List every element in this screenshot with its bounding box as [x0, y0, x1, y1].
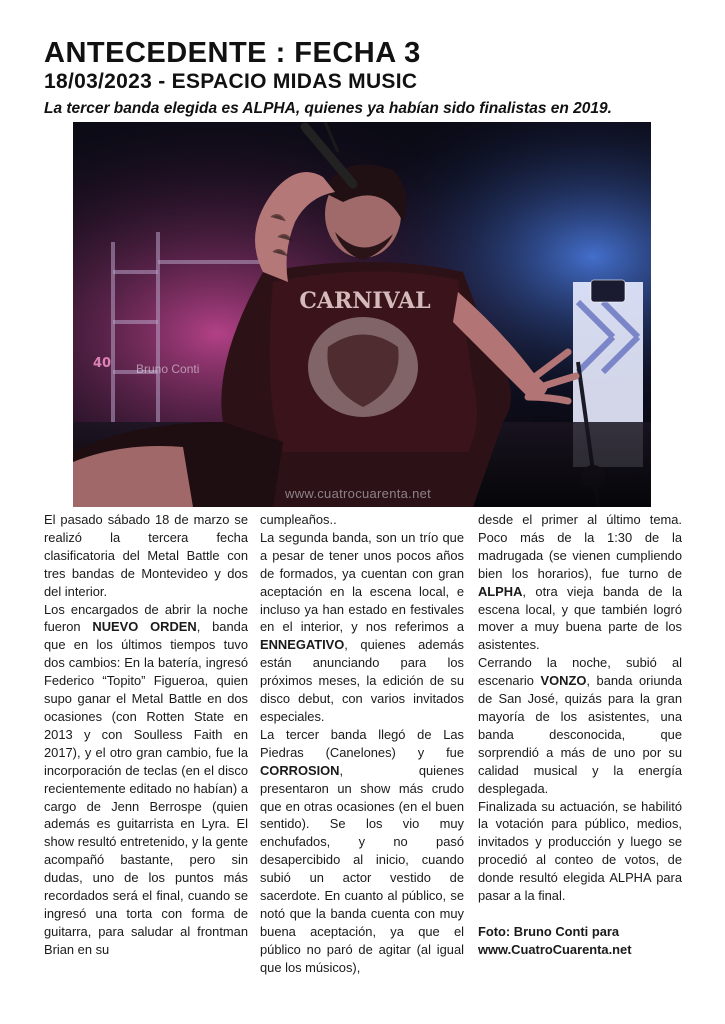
shirt-print-text: CARNIVAL — [299, 288, 431, 314]
text-run: , banda oriunda de San José, quizás para la gran mayoría de los asistentes, una banda desconocida, que sorprendió a más de uno por su calidad musical y la energía desplegada. — [478, 673, 683, 796]
band-name-ennegativo: ENNEGATIVO — [260, 637, 345, 653]
paragraph — [478, 654, 682, 797]
intro-line: La tercer banda elegida es ALPHA, quienes ya habían sido finalistas en 2019. — [44, 100, 612, 117]
photo-credit — [478, 923, 682, 959]
text-run: , quienes además están anunciando para los próximos meses, la edición de su disco debut, con varios invitados especiales. — [260, 637, 464, 724]
credit-website: www.CuatroCuarenta.net — [478, 941, 632, 957]
text-run: La segunda banda, son un trío que a pesar de tener unos pocos años de formados, ya cuentan con gran aceptación en la escena local, e incluso ya han estado en festivales en el interior, y nos referimos a — [260, 529, 464, 635]
concert-photo — [73, 122, 651, 507]
paragraph — [44, 601, 248, 959]
article-column-1 — [44, 511, 248, 959]
paragraph: cumpleaños.. — [260, 512, 337, 527]
paragraph: El pasado sábado 18 de marzo se realizó la tercera fecha clasificatoria del Metal Battle con tres bandas de Montevideo y dos del interior. — [44, 512, 248, 599]
photo-photographer-tag: Bruno Conti — [136, 362, 200, 376]
band-name-nuevo-orden: NUEVO ORDEN — [92, 619, 197, 635]
paragraph — [260, 726, 464, 977]
event-subtitle: 18/03/2023 - ESPACIO MIDAS MUSIC — [44, 70, 418, 93]
paragraph — [260, 529, 464, 726]
band-name-corrosion: CORROSION — [260, 762, 340, 778]
text-run: La tercer banda llegó de Las Piedras (Canelones) y fue — [260, 726, 464, 760]
paragraph — [478, 511, 682, 654]
band-name-alpha: ALPHA — [478, 583, 523, 599]
band-name-vonzo: VONZO — [540, 673, 587, 689]
text-run: , quienes presentaron un show más crudo que en otras ocasiones (en el buen sentido). Se los vio muy enchufados, y no pasó desapercibido al inicio, cuando subió un actor vestido de sacerdote. En cuanto al público, se notó que la banda cuenta con muy buena aceptación, ya que el público no paró de agitar (al igual que los músicos), — [260, 762, 464, 975]
article-body — [44, 511, 684, 981]
text-run: Los encargados de abrir la noche fueron — [44, 601, 248, 635]
page-title: ANTECEDENTE : FECHA 3 — [44, 37, 421, 69]
article-column-3 — [478, 511, 682, 959]
credit-line: Foto: Bruno Conti para — [478, 923, 620, 939]
text-run: desde el primer al último tema. Poco más de la 1:30 de la madrugada (se vienen cumpliendo bien los horarios), fue turno de — [478, 512, 682, 581]
paragraph: Finalizada su actuación, se habilitó la votación para público, medios, invitados y producción y luego se procedió al conteo de votos, de donde resultó elegida ALPHA para pasar a la final. — [478, 798, 682, 904]
text-run: , otra vieja banda de la escena local, y que también logró mover a muy buena parte de los asistentes. — [478, 583, 682, 653]
photo-watermark: www.cuatrocuarenta.net — [285, 486, 432, 501]
text-run: Cerrando la noche, subió al escenario — [478, 655, 682, 689]
article-column-2 — [260, 511, 464, 977]
concert-photo-illustration — [73, 122, 651, 507]
text-run: , banda que en los últimos tiempos tuvo dos cambios: En la batería, ingresó Federico “Topito” Figueroa, quien supo ganar el Metal Battle en dos ocasiones (con Rotten State en 2013 y con Soulless Faith en 2017), y el otro gran cambio, fue la incorporación de teclas (en el disco recientemente editado no habían) a cargo de Jenn Berrospe (quien además es guitarrista en Lyra. El show resultó entretenido, y la gente acompañó bastante, pero sin dudas, uno de los puntos más recordados será el final, cuando se ingresó una torta con forma de guitarra, para saludar al frontman Brian en su — [44, 619, 248, 957]
stage-sign-text: 40 — [93, 356, 112, 371]
